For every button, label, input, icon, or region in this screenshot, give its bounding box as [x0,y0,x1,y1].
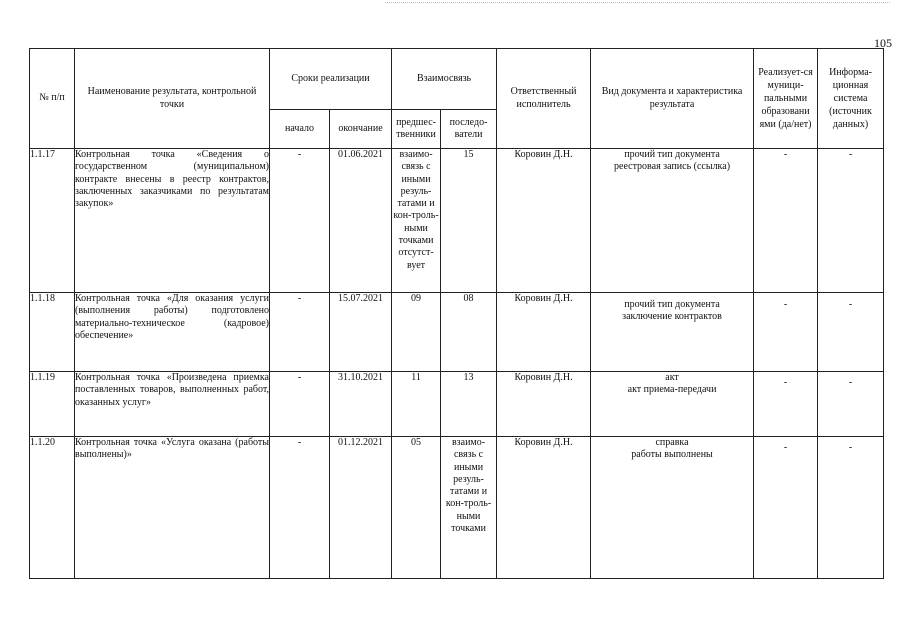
row-doc [591,437,754,579]
row-start: - [270,293,330,372]
row-name: Контрольная точка «Сведения о государственном (муниципальном) контракте внесены в реестр контрактов, заключенных заказчиками по результатам закупок» [75,149,270,293]
row-doc-desc: работы выполнены [631,449,713,461]
header-num: № п/п [30,49,75,149]
row-doc-type: прочий тип документа [624,149,720,160]
row-end: 31.10.2021 [330,372,392,437]
row-implemented: - [754,437,818,579]
row-implemented: - [754,149,818,293]
row-doc-type: справка [655,437,689,448]
header-start: начало [270,110,330,149]
row-info-system: - [818,372,884,437]
row-doc [591,372,754,437]
row-next: 08 [441,293,497,372]
table-row [30,293,884,372]
row-doc-desc: реестровая запись (ссылка) [614,161,731,173]
header-implemented: Реализует-ся муници-пальными образовани ями (да/нет) [754,49,818,149]
header-end: окончание [330,110,392,149]
top-rule [385,2,890,3]
row-num: 1.1.19 [30,372,75,437]
table-row [30,372,884,437]
row-responsible: Коровин Д.Н. [497,372,591,437]
row-end: 01.12.2021 [330,437,392,579]
header-terms: Сроки реализации [270,49,392,110]
row-start: - [270,437,330,579]
row-doc-desc: акт приема-передачи [627,384,717,396]
row-responsible: Коровин Д.Н. [497,149,591,293]
header-prev: предшес-твенники [392,110,441,149]
row-name: Контрольная точка «Услуга оказана (работы выполнены)» [75,437,270,579]
header-relation: Взаимосвязь [392,49,497,110]
row-prev: 09 [392,293,441,372]
row-doc-type: акт [665,372,679,383]
row-name: Контрольная точка «Произведена приемка поставленных товаров, выполненных работ, оказанных услуг» [75,372,270,437]
row-implemented: - [754,293,818,372]
table-row [30,149,884,293]
row-end: 01.06.2021 [330,149,392,293]
row-next: 15 [441,149,497,293]
row-implemented: - [754,372,818,437]
row-responsible: Коровин Д.Н. [497,293,591,372]
row-doc [591,293,754,372]
row-name: Контрольная точка «Для оказания услуги (выполнения работы) подготовлено материально-техническое (кадровое) обеспечение» [75,293,270,372]
header-info-system: Информа-ционная система (источник данных) [818,49,884,149]
row-doc-type: прочий тип документа [624,299,720,310]
row-info-system: - [818,437,884,579]
row-end: 15.07.2021 [330,293,392,372]
table-row [30,437,884,579]
header-next: последо-ватели [441,110,497,149]
page-number: 105 [874,36,892,50]
row-prev: 11 [392,372,441,437]
header-name: Наименование результата, контрольной точки [75,49,270,149]
row-responsible: Коровин Д.Н. [497,437,591,579]
header-responsible: Ответственный исполнитель [497,49,591,149]
row-prev: взаимо-связь с иными резуль-татами и кон-троль-ными точками отсутст-вует [392,149,441,293]
row-info-system: - [818,149,884,293]
row-next: взаимо-связь с иными резуль-татами и кон-троль-ными точками [441,437,497,579]
row-start: - [270,372,330,437]
row-start: - [270,149,330,293]
row-next: 13 [441,372,497,437]
result-table [29,48,884,579]
row-num: 1.1.20 [30,437,75,579]
row-num: 1.1.18 [30,293,75,372]
row-info-system: - [818,293,884,372]
header-doc-type: Вид документа и характеристика результата [591,49,754,149]
row-num: 1.1.17 [30,149,75,293]
row-prev: 05 [392,437,441,579]
row-doc-desc: заключение контрактов [622,311,722,323]
row-doc [591,149,754,293]
